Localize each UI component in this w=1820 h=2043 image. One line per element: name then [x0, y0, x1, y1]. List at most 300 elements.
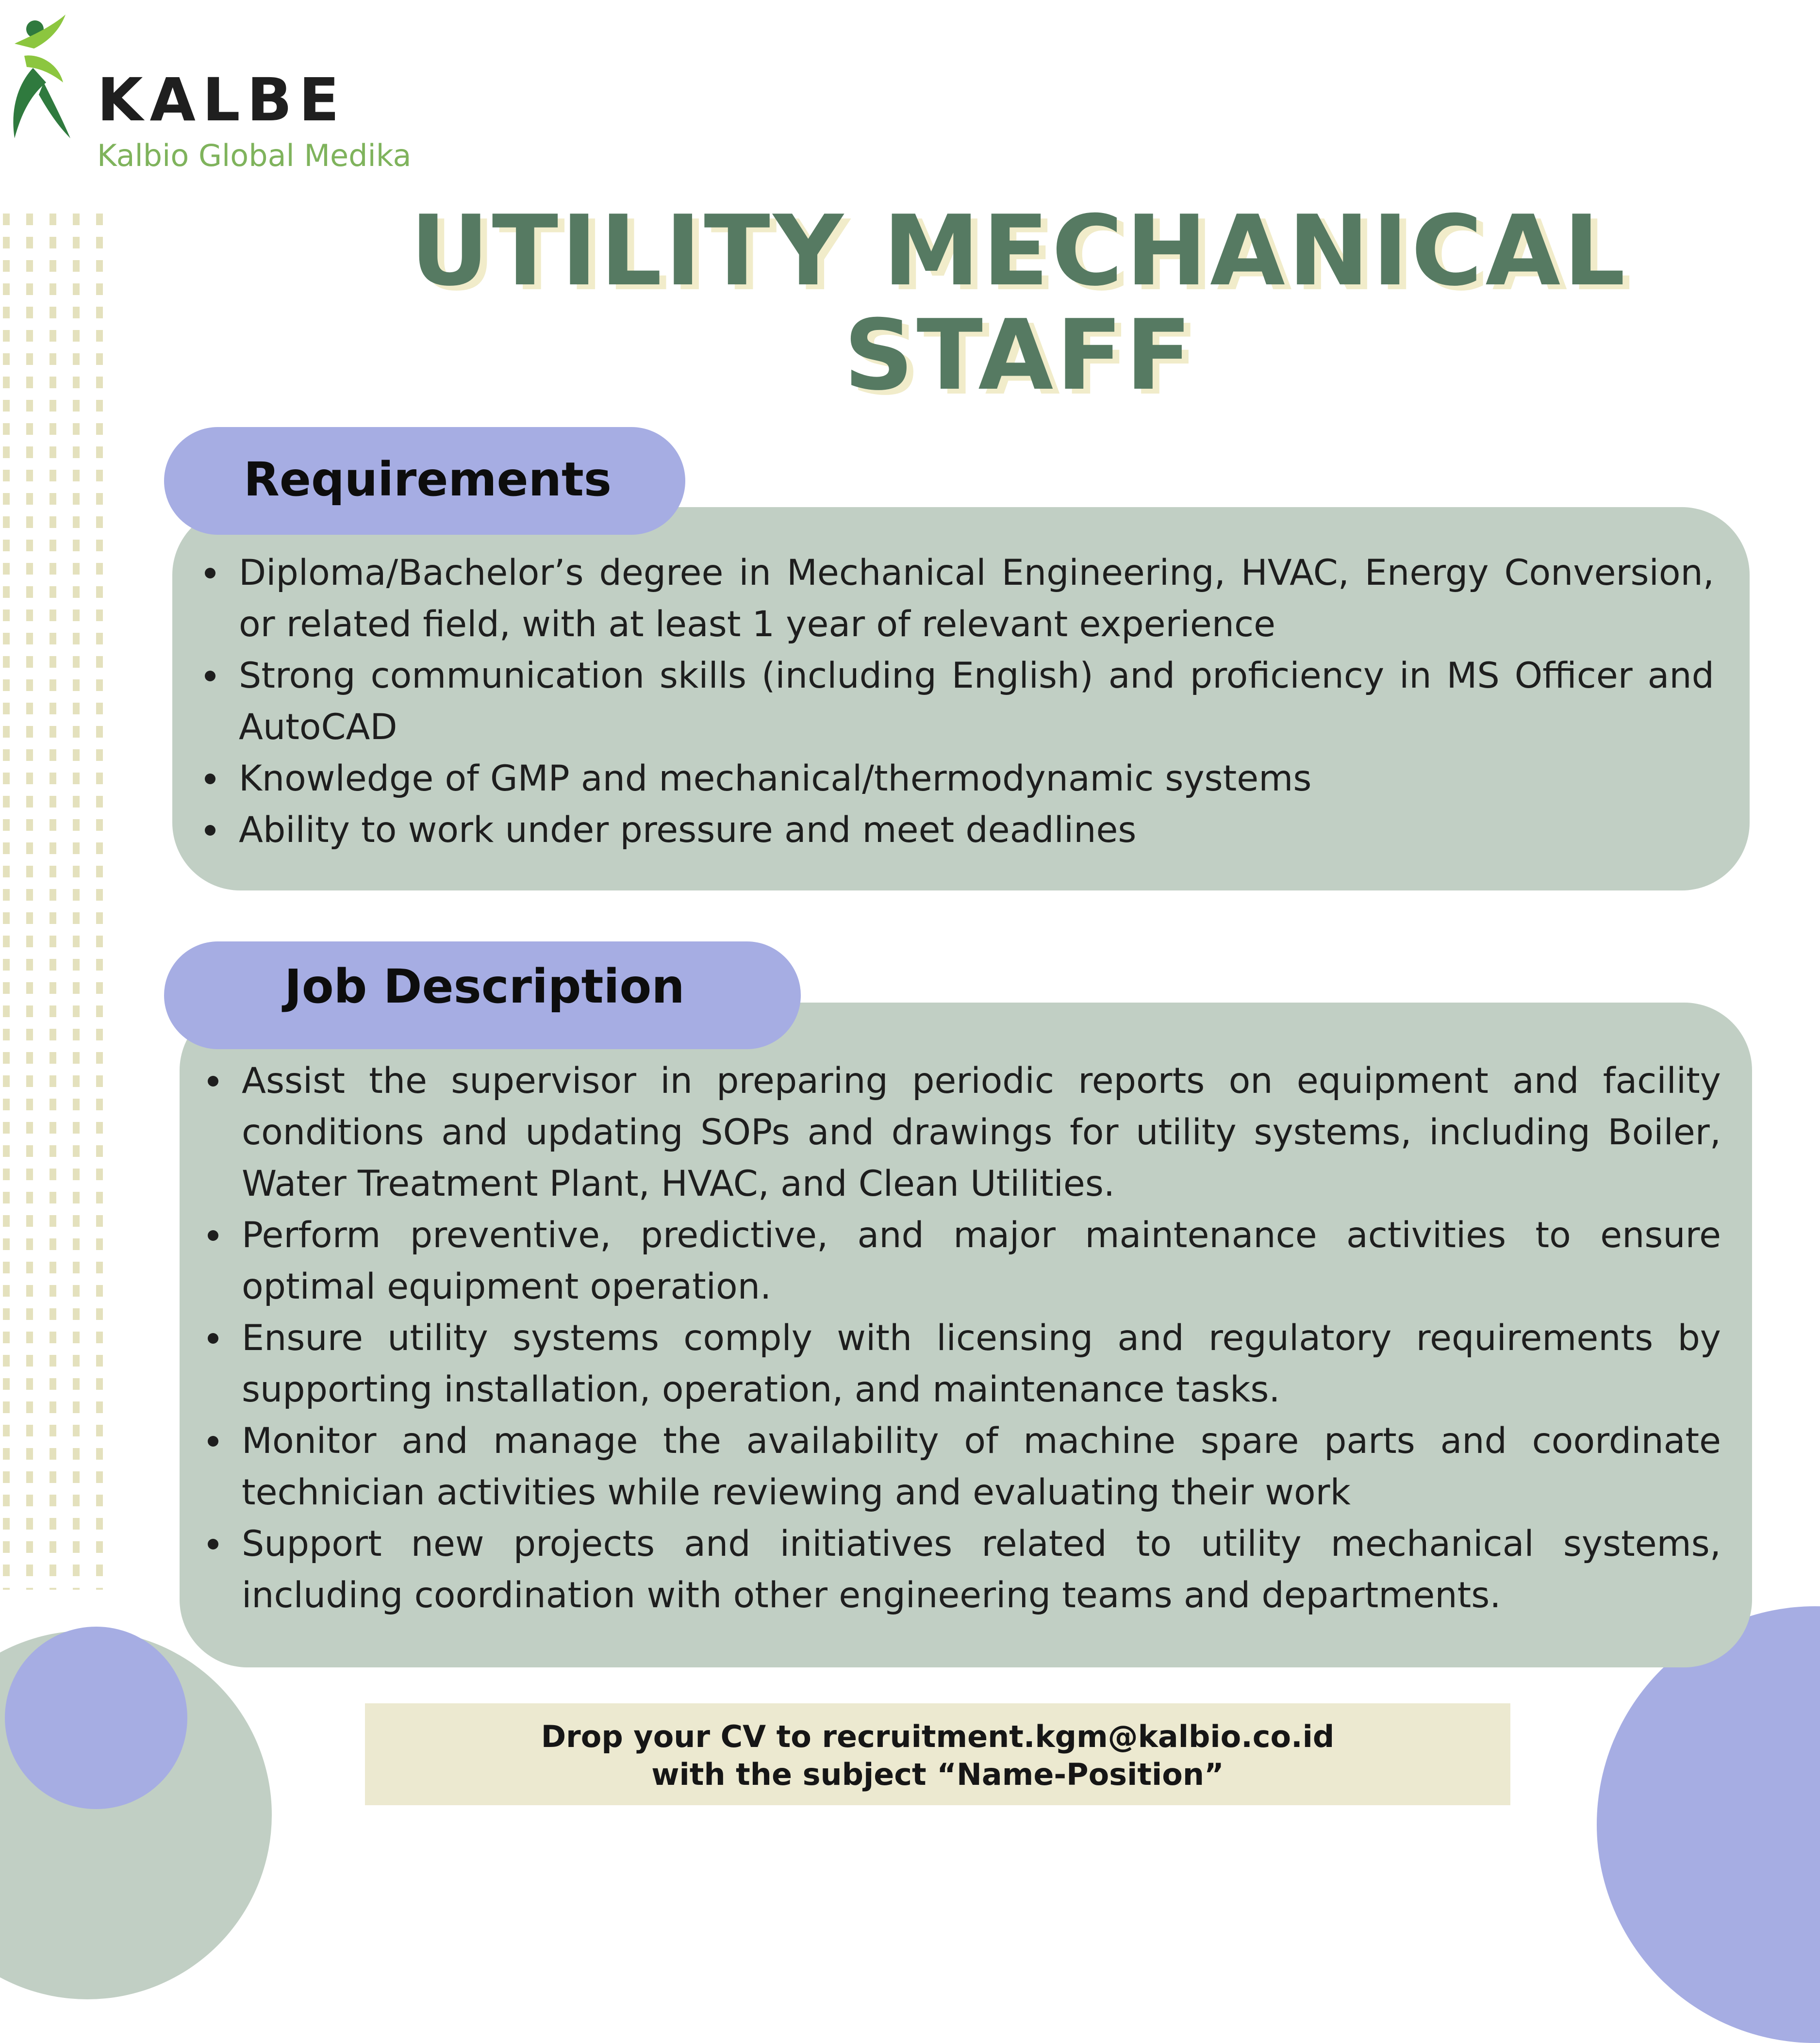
pattern-dot [26, 260, 33, 272]
requirement-item: Strong communication skills (including English) and proficiency in MS Officer and AutoCAD [239, 650, 1714, 753]
pattern-dot [96, 330, 103, 342]
pattern-dot [50, 586, 56, 598]
pattern-dot [73, 703, 80, 714]
pattern-dot [50, 1425, 56, 1436]
pattern-dot [50, 982, 56, 994]
pattern-dot [3, 1565, 10, 1576]
pattern-dot [50, 563, 56, 575]
pattern-dot [96, 423, 103, 435]
pattern-dot [26, 516, 33, 528]
pattern-dot [26, 773, 33, 784]
pattern-dot [26, 283, 33, 295]
pattern-dot [26, 889, 33, 901]
pattern-dot [96, 656, 103, 668]
pattern-dot [96, 400, 103, 412]
pattern-dot [73, 307, 80, 318]
pattern-dot [26, 307, 33, 318]
pattern-dot [26, 679, 33, 691]
pattern-dot [50, 1471, 56, 1483]
pattern-dot [26, 1401, 33, 1413]
pattern-dot [96, 214, 103, 225]
requirement-item: Knowledge of GMP and mechanical/thermodynamic systems [239, 753, 1714, 805]
requirements-heading: Requirements [244, 452, 612, 507]
pattern-dot [73, 1518, 80, 1530]
pattern-dot [50, 516, 56, 528]
pattern-dot [26, 446, 33, 458]
pattern-dot [3, 1355, 10, 1367]
pattern-dot [26, 493, 33, 505]
pattern-dot [3, 283, 10, 295]
pattern-dot [26, 936, 33, 947]
pattern-dot [73, 237, 80, 248]
job-description-item: Ensure utility systems comply with licensing and regulatory requirements by supporting installation, operation, and maintenance tasks. [242, 1313, 1721, 1416]
requirement-item: Ability to work under pressure and meet deadlines [239, 805, 1714, 856]
pattern-dot [3, 1448, 10, 1460]
pattern-dot [73, 1215, 80, 1227]
pattern-dot [50, 1308, 56, 1320]
pattern-dot [26, 1495, 33, 1506]
pattern-dot [96, 1495, 103, 1506]
pattern-dot [3, 1332, 10, 1343]
pattern-dot [3, 1052, 10, 1064]
pattern-dot [50, 1401, 56, 1413]
pattern-dot [50, 912, 56, 924]
pattern-dot [50, 749, 56, 761]
pattern-dot [73, 400, 80, 412]
pattern-dot [96, 1355, 103, 1367]
pattern-dot [26, 1588, 33, 1590]
job-title-line1: UTILITY MECHANICAL [410, 195, 1628, 308]
pattern-dot [3, 377, 10, 388]
pattern-dot [50, 1238, 56, 1250]
pattern-dot [50, 703, 56, 714]
pattern-dot [3, 1262, 10, 1273]
pattern-dot [26, 982, 33, 994]
pattern-dot [50, 959, 56, 971]
pattern-dot [3, 796, 10, 807]
pattern-dot [26, 726, 33, 738]
pattern-dot [26, 1355, 33, 1367]
pattern-dot [50, 330, 56, 342]
pattern-dot [3, 656, 10, 668]
pattern-dot [96, 1052, 103, 1064]
pattern-dot [73, 1192, 80, 1203]
pattern-dot [26, 470, 33, 481]
pattern-dot [73, 540, 80, 551]
pattern-dot [3, 540, 10, 551]
pattern-dot [96, 866, 103, 877]
pattern-dot [73, 446, 80, 458]
pattern-dot [50, 679, 56, 691]
brand-wordmark: KALBE [97, 66, 347, 134]
pattern-dot [50, 1099, 56, 1110]
pattern-dot [73, 260, 80, 272]
pattern-dot [73, 423, 80, 435]
pattern-dot [73, 1285, 80, 1297]
pattern-dot [50, 377, 56, 388]
pattern-dot [26, 1005, 33, 1017]
pattern-dot [26, 1262, 33, 1273]
brand-subsidiary: Kalbio Global Medika [97, 138, 412, 173]
pattern-dot [73, 1005, 80, 1017]
pattern-dot [50, 889, 56, 901]
pattern-dot [73, 679, 80, 691]
pattern-dot [3, 959, 10, 971]
pattern-dot [26, 656, 33, 668]
pattern-dot [73, 563, 80, 575]
pattern-dot [73, 1122, 80, 1134]
pattern-dot [73, 1029, 80, 1040]
pattern-dot [3, 610, 10, 621]
pattern-dot [3, 1145, 10, 1157]
pattern-dot [3, 516, 10, 528]
pattern-dot [3, 423, 10, 435]
pattern-dot [96, 1238, 103, 1250]
pattern-dot [96, 1588, 103, 1590]
pattern-dot [3, 679, 10, 691]
requirement-item: Diploma/Bachelor’s degree in Mechanical Engineering, HVAC, Energy Conversion, or related field, with at least 1 year of relevant experience [239, 547, 1714, 650]
pattern-dot [50, 1169, 56, 1180]
pattern-dot [73, 1075, 80, 1087]
pattern-dot [96, 586, 103, 598]
pattern-dot [96, 633, 103, 644]
pattern-dot [50, 260, 56, 272]
pattern-dot [26, 540, 33, 551]
pattern-dot [50, 656, 56, 668]
pattern-dot [26, 912, 33, 924]
pattern-dot [73, 866, 80, 877]
pattern-dot [3, 936, 10, 947]
job-title [340, 195, 1699, 412]
pattern-dot [96, 982, 103, 994]
pattern-dot [96, 1308, 103, 1320]
pattern-dot [96, 353, 103, 365]
pattern-dot [73, 610, 80, 621]
pattern-dot [96, 1215, 103, 1227]
pattern-dot [3, 1192, 10, 1203]
pattern-dot [50, 493, 56, 505]
pattern-dot [26, 633, 33, 644]
pattern-dot [73, 1145, 80, 1157]
job-description-item: Support new projects and initiatives related to utility mechanical systems, including coordination with other engineering teams and departments. [242, 1518, 1721, 1621]
pattern-dot [96, 610, 103, 621]
pattern-dot [73, 936, 80, 947]
job-title-line2: STAFF [844, 299, 1195, 412]
pattern-dot [50, 446, 56, 458]
pattern-dot [73, 1588, 80, 1590]
pattern-dot [73, 1401, 80, 1413]
pattern-dot [26, 1029, 33, 1040]
pattern-dot [96, 912, 103, 924]
pattern-dot [3, 1122, 10, 1134]
pattern-dot [3, 330, 10, 342]
pattern-dot [3, 260, 10, 272]
pattern-dot [73, 982, 80, 994]
job-description-heading: Job Description [284, 959, 685, 1014]
pattern-dot [73, 1448, 80, 1460]
pattern-dot [73, 959, 80, 971]
pattern-dot [50, 1495, 56, 1506]
pattern-dot [3, 1495, 10, 1506]
pattern-dot [3, 563, 10, 575]
pattern-dot [26, 1541, 33, 1553]
pattern-dot [26, 1145, 33, 1157]
pattern-dot [26, 237, 33, 248]
pattern-dot [73, 1541, 80, 1553]
pattern-dot [96, 1075, 103, 1087]
pattern-dot [96, 1401, 103, 1413]
pattern-dot [96, 796, 103, 807]
pattern-dot [3, 1588, 10, 1590]
pattern-dot [3, 400, 10, 412]
pattern-dot [96, 703, 103, 714]
requirements-list [239, 547, 1714, 856]
pattern-dot [73, 1099, 80, 1110]
pattern-dot [96, 1192, 103, 1203]
pattern-dot [96, 1425, 103, 1436]
pattern-dot [50, 936, 56, 947]
pattern-dot [26, 1308, 33, 1320]
pattern-dot [73, 796, 80, 807]
pattern-dot [26, 796, 33, 807]
pattern-dot [96, 1332, 103, 1343]
pattern-dot [50, 1192, 56, 1203]
pattern-dot [3, 237, 10, 248]
job-description-item: Assist the supervisor in preparing periodic reports on equipment and facility conditions and updating SOPs and drawings for utility systems, including Boiler, Water Treatment Plant, HVAC, and Clean Utilities. [242, 1055, 1721, 1210]
pattern-dot [96, 749, 103, 761]
pattern-dot [96, 1448, 103, 1460]
pattern-dot [73, 1262, 80, 1273]
pattern-dot [96, 1541, 103, 1553]
pattern-dot [96, 493, 103, 505]
pattern-dot [3, 633, 10, 644]
pattern-dot [3, 866, 10, 877]
pattern-dot [73, 1425, 80, 1436]
pattern-dot [26, 423, 33, 435]
pattern-dot [50, 423, 56, 435]
pattern-dot [50, 307, 56, 318]
pattern-dot [3, 982, 10, 994]
pattern-dot [73, 726, 80, 738]
pattern-dot [96, 1378, 103, 1390]
contact-box [365, 1703, 1510, 1805]
pattern-dot [96, 1285, 103, 1297]
pattern-dot [3, 703, 10, 714]
pattern-dot [50, 610, 56, 621]
pattern-dot [50, 1145, 56, 1157]
pattern-dot [73, 633, 80, 644]
pattern-dot [96, 470, 103, 481]
pattern-dot [96, 726, 103, 738]
pattern-dot [73, 773, 80, 784]
pattern-dot [26, 353, 33, 365]
pattern-dot [3, 1099, 10, 1110]
pattern-dot [50, 470, 56, 481]
pattern-dot [26, 1448, 33, 1460]
pattern-dot [50, 633, 56, 644]
pattern-dot [96, 540, 103, 551]
pattern-dot [3, 912, 10, 924]
pattern-dot [96, 959, 103, 971]
pattern-dot [3, 1378, 10, 1390]
dot-pattern-decoration [0, 214, 116, 1590]
pattern-dot [50, 1565, 56, 1576]
pattern-dot [26, 214, 33, 225]
pattern-dot [50, 866, 56, 877]
pattern-dot [73, 1169, 80, 1180]
pattern-dot [3, 1401, 10, 1413]
pattern-dot [3, 842, 10, 854]
pattern-dot [3, 1518, 10, 1530]
pattern-dot [3, 1075, 10, 1087]
pattern-dot [50, 1075, 56, 1087]
pattern-dot [50, 1518, 56, 1530]
pattern-dot [73, 516, 80, 528]
pattern-dot [50, 1355, 56, 1367]
pattern-dot [50, 1448, 56, 1460]
pattern-dot [73, 353, 80, 365]
pattern-dot [73, 1471, 80, 1483]
pattern-dot [3, 773, 10, 784]
pattern-dot [96, 516, 103, 528]
pattern-dot [73, 470, 80, 481]
pattern-dot [73, 749, 80, 761]
pattern-dot [50, 1122, 56, 1134]
pattern-dot [26, 1099, 33, 1110]
pattern-dot [50, 796, 56, 807]
pattern-dot [3, 353, 10, 365]
pattern-dot [3, 586, 10, 598]
pattern-dot [3, 1169, 10, 1180]
pattern-dot [50, 1541, 56, 1553]
pattern-dot [3, 1308, 10, 1320]
pattern-dot [73, 377, 80, 388]
pattern-dot [50, 819, 56, 831]
pattern-dot [26, 819, 33, 831]
pattern-dot [3, 446, 10, 458]
pattern-dot [96, 260, 103, 272]
pattern-dot [73, 330, 80, 342]
pattern-dot [96, 1122, 103, 1134]
pattern-dot [50, 237, 56, 248]
pattern-dot [3, 889, 10, 901]
pattern-dot [26, 1565, 33, 1576]
pattern-dot [96, 1262, 103, 1273]
pattern-dot [50, 1262, 56, 1273]
pattern-dot [73, 493, 80, 505]
pattern-dot [3, 1238, 10, 1250]
pattern-dot [50, 283, 56, 295]
pattern-dot [26, 1378, 33, 1390]
contact-line-subject: with the subject “Name-Position” [651, 1757, 1224, 1792]
pattern-dot [26, 1332, 33, 1343]
pattern-dot [73, 889, 80, 901]
pattern-dot [73, 656, 80, 668]
job-description-list [242, 1055, 1721, 1621]
pattern-dot [26, 1471, 33, 1483]
pattern-dot [26, 1518, 33, 1530]
pattern-dot [96, 283, 103, 295]
pattern-dot [96, 1169, 103, 1180]
pattern-dot [96, 889, 103, 901]
pattern-dot [50, 353, 56, 365]
pattern-dot [73, 1355, 80, 1367]
pattern-dot [96, 842, 103, 854]
pattern-dot [26, 1192, 33, 1203]
pattern-dot [3, 470, 10, 481]
decorative-circle-blue-left [5, 1627, 187, 1809]
pattern-dot [73, 1565, 80, 1576]
pattern-dot [26, 842, 33, 854]
pattern-dot [3, 214, 10, 225]
pattern-dot [26, 400, 33, 412]
pattern-dot [96, 446, 103, 458]
kalbe-logo-icon [5, 10, 73, 146]
pattern-dot [3, 307, 10, 318]
pattern-dot [26, 703, 33, 714]
pattern-dot [26, 1425, 33, 1436]
pattern-dot [50, 1005, 56, 1017]
pattern-dot [50, 1332, 56, 1343]
pattern-dot [96, 1029, 103, 1040]
pattern-dot [3, 749, 10, 761]
pattern-dot [73, 1052, 80, 1064]
decorative-circle-blue-right [1597, 1606, 1820, 2043]
pattern-dot [26, 586, 33, 598]
pattern-dot [96, 773, 103, 784]
pattern-dot [3, 1541, 10, 1553]
pattern-dot [73, 1495, 80, 1506]
pattern-dot [3, 1285, 10, 1297]
pattern-dot [96, 1471, 103, 1483]
pattern-dot [50, 540, 56, 551]
pattern-dot [96, 307, 103, 318]
pattern-dot [26, 749, 33, 761]
pattern-dot [26, 1122, 33, 1134]
pattern-dot [96, 1099, 103, 1110]
pattern-dot [26, 1238, 33, 1250]
contact-line-email: Drop your CV to recruitment.kgm@kalbio.co.id [541, 1719, 1335, 1754]
pattern-dot [26, 610, 33, 621]
pattern-dot [73, 1308, 80, 1320]
pattern-dot [50, 726, 56, 738]
pattern-dot [26, 330, 33, 342]
pattern-dot [3, 1471, 10, 1483]
pattern-dot [50, 1588, 56, 1590]
pattern-dot [96, 1145, 103, 1157]
pattern-dot [73, 1332, 80, 1343]
pattern-dot [3, 1215, 10, 1227]
pattern-dot [3, 493, 10, 505]
pattern-dot [3, 1425, 10, 1436]
pattern-dot [26, 377, 33, 388]
pattern-dot [73, 214, 80, 225]
pattern-dot [50, 1378, 56, 1390]
pattern-dot [73, 819, 80, 831]
pattern-dot [96, 1565, 103, 1576]
pattern-dot [26, 1285, 33, 1297]
pattern-dot [50, 1029, 56, 1040]
pattern-dot [50, 1052, 56, 1064]
pattern-dot [50, 400, 56, 412]
pattern-dot [96, 1518, 103, 1530]
pattern-dot [26, 1215, 33, 1227]
pattern-dot [26, 1169, 33, 1180]
pattern-dot [50, 1215, 56, 1227]
pattern-dot [26, 1052, 33, 1064]
pattern-dot [3, 1029, 10, 1040]
pattern-dot [50, 842, 56, 854]
